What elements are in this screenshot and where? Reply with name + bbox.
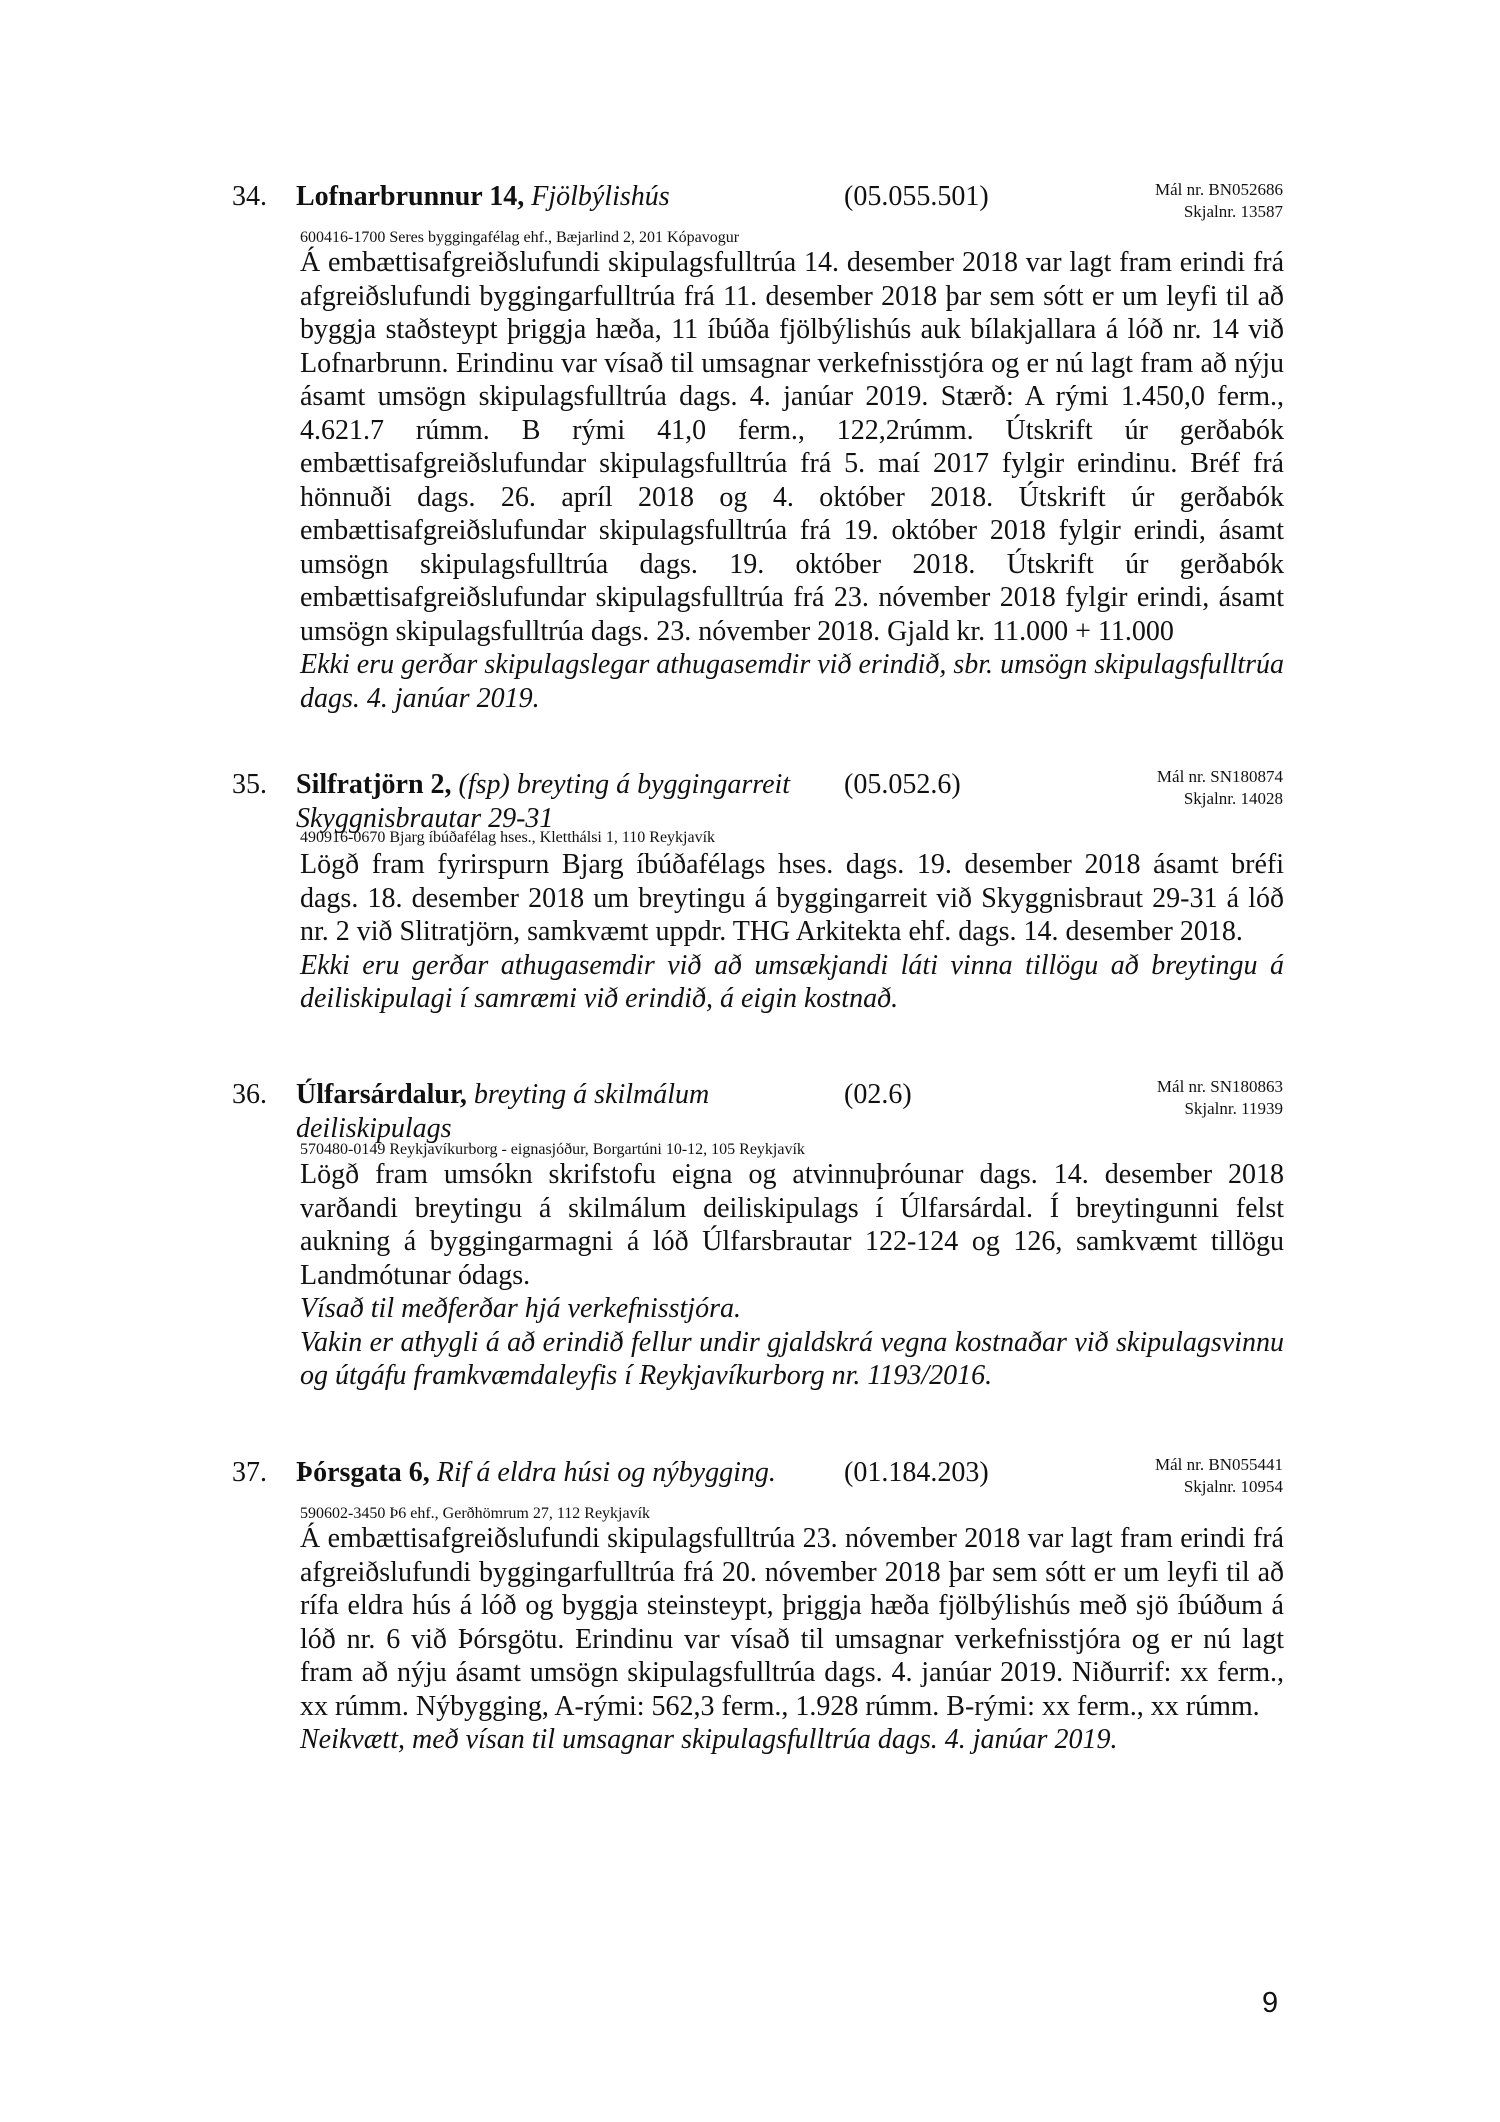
item-number: 37. xyxy=(232,1457,267,1488)
item-number: 36. xyxy=(232,1079,267,1110)
item-title xyxy=(296,1456,816,1490)
document-number: Skjalnr. 14028 xyxy=(1183,789,1283,808)
case-reference xyxy=(1157,766,1283,810)
case-reference xyxy=(1155,1454,1283,1498)
page-number: 9 xyxy=(1262,1987,1279,2019)
item-body xyxy=(300,246,1284,715)
applicant-line: 570480-0149 Reykjavíkurborg - eignasjóður, Borgartúni 10-12, 105 Reykjavík xyxy=(300,1141,805,1158)
item-description: Lögð fram fyrirspurn Bjarg íbúðafélags hses. dags. 19. desember 2018 ásamt bréfi dags. 18. desember 2018 um breytingu á byggingarreit við Skyggnisbraut 29-31 á lóð nr. 2 við Slitratjörn, samkvæmt uppdr. THG Arkitekta ehf. dags. 14. desember 2018. xyxy=(300,849,1284,947)
item-body xyxy=(300,848,1284,1016)
document-number: Skjalnr. 10954 xyxy=(1183,1477,1283,1496)
item-title xyxy=(296,768,816,836)
item-title xyxy=(296,1078,816,1146)
case-number: Mál nr. BN055441 xyxy=(1155,1455,1283,1474)
item-address: Silfratjörn 2, xyxy=(296,769,452,800)
item-number: 35. xyxy=(232,769,267,800)
item-land-code: (05.055.501) xyxy=(844,181,989,212)
case-reference xyxy=(1157,1076,1283,1120)
item-address: Þórsgata 6, xyxy=(296,1457,430,1488)
document-number: Skjalnr. 11939 xyxy=(1184,1099,1283,1118)
item-subject: Fjölbýlishús xyxy=(531,181,670,212)
item-body xyxy=(300,1158,1284,1393)
item-decision: Ekki eru gerðar athugasemdir við að umsækjandi láti vinna tillögu að breytingu á deiliskipulagi í samræmi við erindið, á eigin kostnað. xyxy=(300,949,1284,1014)
item-description: Á embættisafgreiðslufundi skipulagsfulltrúa 14. desember 2018 var lagt fram erindi frá afgreiðslufundi byggingarfulltrúa frá 11. desember 2018 þar sem sótt er um leyfi til að byggja staðsteypt þriggja hæða, 11 íbúða fjölbýlishús auk bílakjallara á lóð nr. 14 við Lofnarbrunn. Erindinu var vísað til umsagnar verkefnisstjóra og er nú lagt fram að nýju ásamt umsögn skipulagsfulltrúa dags. 4. janúar 2019. Stærð: A rými 1.450,0 ferm., 4.621.7 rúmm. B rými 41,0 ferm., 122,2rúmm. Útskrift úr gerðabók embættisafgreiðslufundar skipulagsfulltrúa frá 5. maí 2017 fylgir erindinu. Bréf frá hönnuði dags. 26. apríl 2018 og 4. október 2018. Útskrift úr gerðabók embættisafgreiðslufundar skipulagsfulltrúa frá 19. október 2018 fylgir erindi, ásamt umsögn skipulagsfulltrúa dags. 19. október 2018. Útskrift úr gerðabók embættisafgreiðslufundar skipulagsfulltrúa frá 23. nóvember 2018 fylgir erindi, ásamt umsögn skipulagsfulltrúa dags. 23. nóvember 2018. Gjald kr. 11.000 + 11.000 xyxy=(300,247,1284,647)
item-subject: (fsp) breyting á byggingarreit Skyggnisbrautar 29-31 xyxy=(296,769,791,834)
item-title xyxy=(296,180,816,214)
item-description: Á embættisafgreiðslufundi skipulagsfulltrúa 23. nóvember 2018 var lagt fram erindi frá afgreiðslufundi byggingarfulltrúa frá 20. nóvember 2018 þar sem sótt er um leyfi til að rífa eldra hús á lóð og byggja steinsteypt, þriggja hæða fjölbýlishús með sjö íbúðum á lóð nr. 6 við Þórsgötu. Erindinu var vísað til umsagnar verkefnisstjóra og er nú lagt fram að nýju ásamt umsögn skipulagsfulltrúa dags. 4. janúar 2019. Niðurrif: xx ferm., xx rúmm. Nýbygging, A-rými: 562,3 ferm., 1.928 rúmm. B-rými: xx ferm., xx rúmm. xyxy=(300,1523,1284,1722)
item-note: Vakin er athygli á að erindið fellur undir gjaldskrá vegna kostnaðar við skipulagsvinnu og útgáfu framkvæmdaleyfis í Reykjavíkurborg nr. 1193/2016. xyxy=(300,1326,1284,1391)
item-decision: Vísað til meðferðar hjá verkefnisstjóra. xyxy=(300,1293,741,1324)
applicant-line: 490916-0670 Bjarg íbúðafélag hses., Kletthálsi 1, 110 Reykjavík xyxy=(300,829,716,846)
item-decision: Ekki eru gerðar skipulagslegar athugasemdir við erindið, sbr. umsögn skipulagsfulltrúa dags. 4. janúar 2019. xyxy=(300,649,1284,714)
item-subject: breyting á skilmálum deiliskipulags xyxy=(296,1079,710,1144)
item-description: Lögð fram umsókn skrifstofu eigna og atvinnuþróunar dags. 14. desember 2018 varðandi breytingu á skilmálum deiliskipulags í Úlfarsárdal. Í breytingunni felst aukning á byggingarmagni á lóð Úlfarsbrautar 122-124 og 126, samkvæmt tillögu Landmótunar ódags. xyxy=(300,1159,1284,1291)
applicant-line: 600416-1700 Seres byggingafélag ehf., Bæjarlind 2, 201 Kópavogur xyxy=(300,229,740,246)
item-land-code: (01.184.203) xyxy=(844,1457,989,1488)
case-number: Mál nr. SN180874 xyxy=(1156,767,1283,786)
document-number: Skjalnr. 13587 xyxy=(1183,202,1283,221)
item-body xyxy=(300,1522,1284,1757)
item-address: Lofnarbrunnur 14, xyxy=(296,181,525,212)
item-land-code: (02.6) xyxy=(844,1079,912,1110)
item-address: Úlfarsárdalur, xyxy=(296,1079,467,1110)
item-land-code: (05.052.6) xyxy=(844,769,961,800)
item-number: 34. xyxy=(232,181,267,212)
item-subject: Rif á eldra húsi og nýbygging. xyxy=(436,1457,776,1488)
item-decision: Neikvætt, með vísan til umsagnar skipulagsfulltrúa dags. 4. janúar 2019. xyxy=(300,1724,1118,1755)
applicant-line: 590602-3450 Þ6 ehf., Gerðhömrum 27, 112 Reykjavík xyxy=(300,1505,651,1522)
case-reference xyxy=(1155,179,1283,223)
case-number: Mál nr. SN180863 xyxy=(1156,1077,1283,1096)
case-number: Mál nr. BN052686 xyxy=(1155,180,1283,199)
